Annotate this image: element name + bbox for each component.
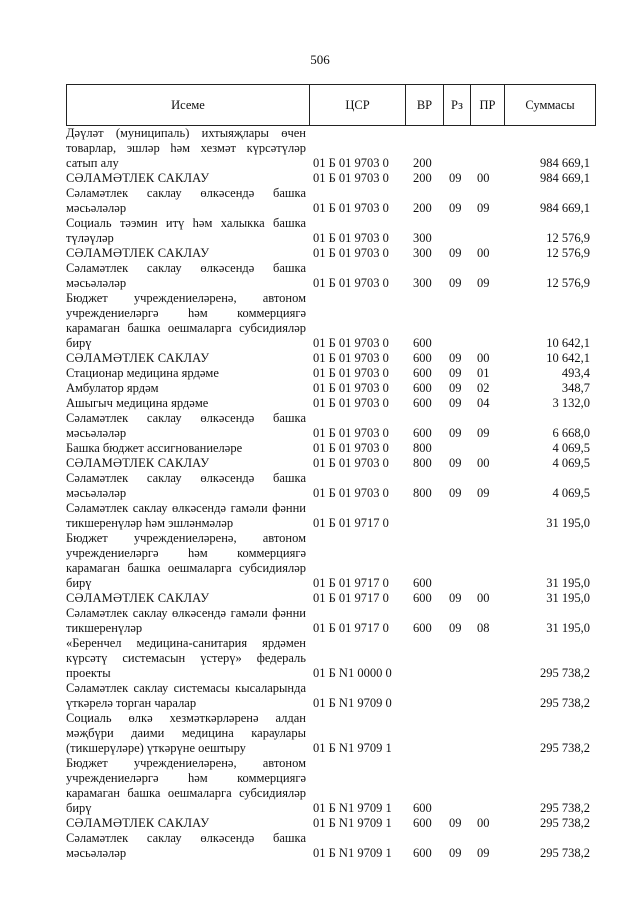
row-csr: 01 Б 01 9703 0	[313, 381, 389, 395]
row-csr: 01 Б 01 9703 0	[313, 156, 389, 170]
row-name: СӘЛАМӘТЛЕК САКЛАУ	[66, 171, 210, 185]
row-pr: 09	[477, 426, 490, 440]
row-sum: 31 195,0	[546, 621, 590, 635]
table-row	[66, 606, 596, 636]
row-csr: 01 Б 01 9703 0	[313, 336, 389, 350]
row-sum: 295 738,2	[540, 816, 590, 830]
table-row	[66, 366, 596, 381]
table-body	[66, 126, 596, 861]
table-row	[66, 441, 596, 456]
row-vr: 600	[413, 396, 432, 410]
row-sum: 4 069,5	[552, 441, 590, 455]
table-row	[66, 291, 596, 351]
row-pr: 09	[477, 846, 490, 860]
table-row	[66, 501, 596, 531]
row-rz: 09	[449, 456, 462, 470]
row-csr: 01 Б 01 9703 0	[313, 441, 389, 455]
row-csr: 01 Б N1 9709 1	[313, 816, 392, 830]
row-name: Сәламәтлек саклау өлкәсендә гамәли фәнни тикшеренүләр	[66, 606, 306, 635]
row-csr: 01 Б 01 9703 0	[313, 396, 389, 410]
row-sum: 31 195,0	[546, 591, 590, 605]
row-vr: 600	[413, 621, 432, 635]
row-sum: 3 132,0	[552, 396, 590, 410]
row-csr: 01 Б 01 9703 0	[313, 171, 389, 185]
row-rz: 09	[449, 396, 462, 410]
row-rz: 09	[449, 366, 462, 380]
row-name: Сәламәтлек саклау өлкәсендә башка мәсьәләләр	[66, 411, 306, 440]
row-vr: 600	[413, 846, 432, 860]
row-name: Социаль тәэмин итү һәм халыкка башка түләүләр	[66, 216, 306, 245]
row-vr: 200	[413, 171, 432, 185]
row-pr: 00	[477, 246, 490, 260]
row-pr: 00	[477, 816, 490, 830]
row-name: Сәламәтлек саклау өлкәсендә башка мәсьәләләр	[66, 831, 306, 860]
row-vr: 600	[413, 381, 432, 395]
table-row	[66, 351, 596, 366]
row-csr: 01 Б 01 9717 0	[313, 591, 389, 605]
table-row	[66, 126, 596, 171]
table-row	[66, 756, 596, 816]
row-sum: 31 195,0	[546, 576, 590, 590]
header-name: Исеме	[67, 85, 310, 125]
row-sum: 493,4	[561, 366, 590, 380]
row-vr: 800	[413, 486, 432, 500]
row-csr: 01 Б 01 9703 0	[313, 351, 389, 365]
row-vr: 300	[413, 276, 432, 290]
row-sum: 4 069,5	[552, 456, 590, 470]
row-csr: 01 Б 01 9717 0	[313, 516, 389, 530]
row-sum: 295 738,2	[540, 846, 590, 860]
row-csr: 01 Б N1 9709 0	[313, 696, 392, 710]
row-vr: 600	[413, 426, 432, 440]
row-rz: 09	[449, 846, 462, 860]
table-row	[66, 216, 596, 246]
table-row	[66, 531, 596, 591]
header-sum: Суммасы	[525, 97, 575, 112]
table-row	[66, 186, 596, 216]
row-vr: 600	[413, 336, 432, 350]
row-sum: 348,7	[561, 381, 590, 395]
row-name: Социаль өлкә хезмәткәрләренә алдан мәҗбүри даими медицина караулары (тикшерүләре) үткәрүне оештыру	[66, 711, 306, 755]
table-row	[66, 636, 596, 681]
row-csr: 01 Б 01 9703 0	[313, 426, 389, 440]
row-csr: 01 Б 01 9703 0	[313, 276, 389, 290]
row-sum: 12 576,9	[546, 246, 590, 260]
row-sum: 12 576,9	[546, 276, 590, 290]
row-rz: 09	[449, 591, 462, 605]
row-sum: 984 669,1	[540, 201, 590, 215]
table-row	[66, 246, 596, 261]
row-csr: 01 Б N1 9709 1	[313, 801, 392, 815]
row-name: СӘЛАМӘТЛЕК САКЛАУ	[66, 351, 210, 365]
table-row	[66, 381, 596, 396]
row-pr: 00	[477, 591, 490, 605]
row-sum: 295 738,2	[540, 801, 590, 815]
row-name: Ашыгыч медицина ярдәме	[66, 396, 209, 410]
row-name: Сәламәтлек саклау өлкәсендә башка мәсьәләләр	[66, 186, 306, 215]
header-rz: Рз	[444, 85, 471, 125]
table-row	[66, 456, 596, 471]
row-name: Амбулатор ярдәм	[66, 381, 159, 395]
row-vr: 600	[413, 816, 432, 830]
row-vr: 200	[413, 201, 432, 215]
row-name: Сәламәтлек саклау өлкәсендә гамәли фәнни тикшеренүләр һәм эшләнмәләр	[66, 501, 306, 530]
header-vr: ВР	[406, 85, 444, 125]
row-name: Башка бюджет ассигнованиеләре	[66, 441, 243, 455]
table-header	[66, 84, 596, 126]
row-pr: 00	[477, 351, 490, 365]
row-sum: 31 195,0	[546, 516, 590, 530]
table-row	[66, 711, 596, 756]
row-name: «Беренчел медицина-санитария ярдәмен күрсәтү системасын үстерү» федераль проекты	[66, 636, 306, 680]
row-rz: 09	[449, 201, 462, 215]
row-pr: 04	[477, 396, 490, 410]
row-rz: 09	[449, 351, 462, 365]
row-rz: 09	[449, 486, 462, 500]
row-vr: 600	[413, 576, 432, 590]
row-vr: 800	[413, 441, 432, 455]
row-csr: 01 Б N1 9709 1	[313, 741, 392, 755]
row-csr: 01 Б N1 0000 0	[313, 666, 392, 680]
header-pr: ПР	[471, 85, 505, 125]
table-row	[66, 411, 596, 441]
row-rz: 09	[449, 621, 462, 635]
row-csr: 01 Б 01 9703 0	[313, 246, 389, 260]
row-sum: 984 669,1	[540, 171, 590, 185]
row-name: Дәүләт (муниципаль) ихтыяҗлары өчен товарлар, эшләр һәм хезмәт күрсәтүләр сатып алу	[66, 126, 306, 170]
row-pr: 00	[477, 171, 490, 185]
row-pr: 08	[477, 621, 490, 635]
row-name: СӘЛАМӘТЛЕК САКЛАУ	[66, 246, 210, 260]
table-row	[66, 261, 596, 291]
row-name: СӘЛАМӘТЛЕК САКЛАУ	[66, 591, 210, 605]
row-sum: 295 738,2	[540, 741, 590, 755]
row-sum: 10 642,1	[546, 336, 590, 350]
row-name: Сәламәтлек саклау өлкәсендә башка мәсьәләләр	[66, 261, 306, 290]
row-sum: 984 669,1	[540, 156, 590, 170]
row-csr: 01 Б 01 9703 0	[313, 231, 389, 245]
row-rz: 09	[449, 816, 462, 830]
row-vr: 800	[413, 456, 432, 470]
row-csr: 01 Б 01 9717 0	[313, 576, 389, 590]
row-sum: 10 642,1	[546, 351, 590, 365]
row-name: Бюджет учреждениеләренә, автоном учреждениеләргә һәм коммерциягә карамаган башка оешмаларга субсидияләр бирү	[66, 756, 306, 815]
row-sum: 4 069,5	[552, 486, 590, 500]
header-csr: ЦСР	[310, 85, 406, 125]
row-csr: 01 Б 01 9703 0	[313, 366, 389, 380]
row-csr: 01 Б N1 9709 1	[313, 846, 392, 860]
row-rz: 09	[449, 171, 462, 185]
row-vr: 600	[413, 801, 432, 815]
row-vr: 600	[413, 591, 432, 605]
table-row	[66, 471, 596, 501]
row-vr: 600	[413, 351, 432, 365]
row-name: Сәламәтлек саклау системасы кысаларында үткәрелә торган чаралар	[66, 681, 306, 710]
table-row	[66, 396, 596, 411]
table-row	[66, 681, 596, 711]
row-sum: 295 738,2	[540, 666, 590, 680]
row-sum: 6 668,0	[552, 426, 590, 440]
row-name: СӘЛАМӘТЛЕК САКЛАУ	[66, 816, 210, 830]
table-row	[66, 171, 596, 186]
row-pr: 00	[477, 456, 490, 470]
row-vr: 300	[413, 231, 432, 245]
table-row	[66, 831, 596, 861]
row-vr: 300	[413, 246, 432, 260]
row-pr: 01	[477, 366, 490, 380]
row-vr: 600	[413, 366, 432, 380]
row-vr: 200	[413, 156, 432, 170]
row-pr: 02	[477, 381, 490, 395]
row-csr: 01 Б 01 9703 0	[313, 456, 389, 470]
table-row	[66, 816, 596, 831]
row-pr: 09	[477, 201, 490, 215]
row-csr: 01 Б 01 9703 0	[313, 201, 389, 215]
row-name: Бюджет учреждениеләренә, автоном учреждениеләргә һәм коммерциягә карамаган башка оешмаларга субсидияләр бирү	[66, 291, 306, 350]
row-csr: 01 Б 01 9703 0	[313, 486, 389, 500]
row-csr: 01 Б 01 9717 0	[313, 621, 389, 635]
row-rz: 09	[449, 381, 462, 395]
row-rz: 09	[449, 276, 462, 290]
row-pr: 09	[477, 276, 490, 290]
table-row	[66, 591, 596, 606]
row-pr: 09	[477, 486, 490, 500]
row-sum: 12 576,9	[546, 231, 590, 245]
row-name: СӘЛАМӘТЛЕК САКЛАУ	[66, 456, 210, 470]
row-rz: 09	[449, 426, 462, 440]
row-name: Стационар медицина ярдәме	[66, 366, 219, 380]
row-rz: 09	[449, 246, 462, 260]
row-sum: 295 738,2	[540, 696, 590, 710]
row-name: Сәламәтлек саклау өлкәсендә башка мәсьәләләр	[66, 471, 306, 500]
page-number: 506	[310, 52, 330, 67]
row-name: Бюджет учреждениеләренә, автоном учреждениеләргә һәм коммерциягә карамаган башка оешмаларга субсидияләр бирү	[66, 531, 306, 590]
